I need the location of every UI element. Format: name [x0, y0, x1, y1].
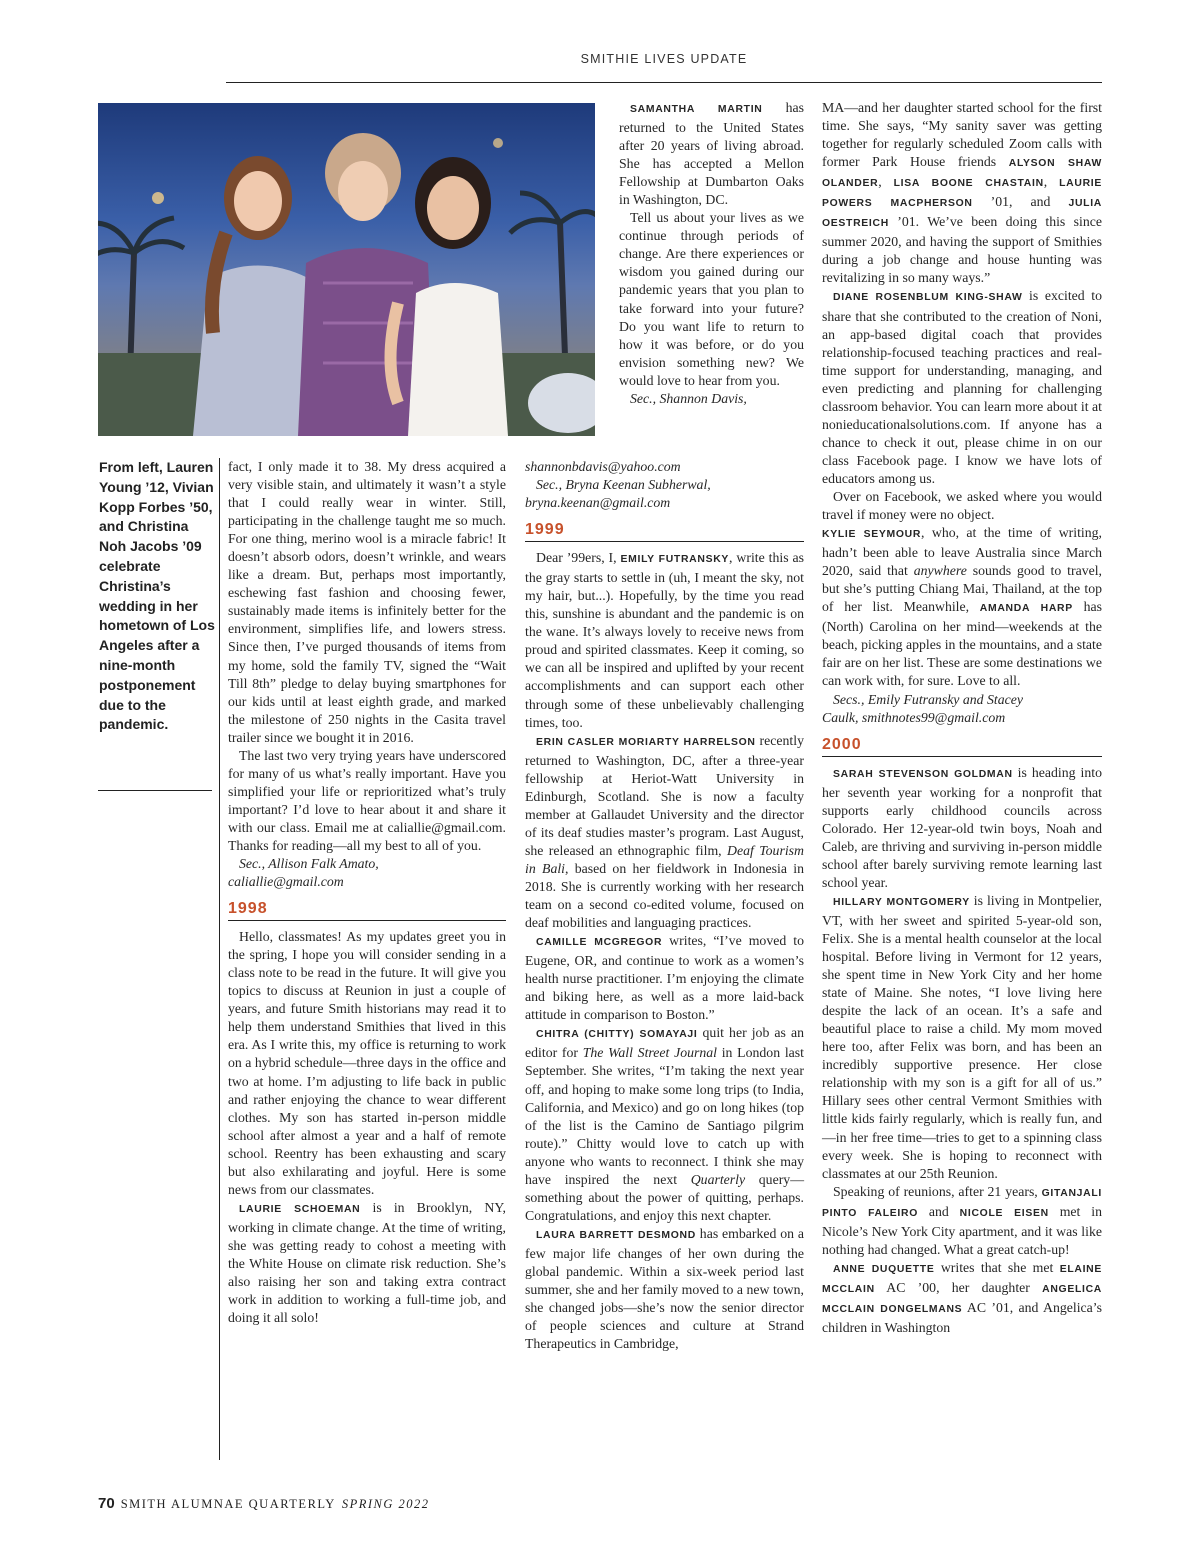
- page-number: 70: [98, 1495, 115, 1512]
- paragraph: [822, 764, 1102, 892]
- secretary-signoff: Sec., Allison Falk Amato,: [239, 856, 379, 872]
- paragraph-text: met in Nicole’s New York City apartment, and it was like nothing had changed. What a great catch-up!: [822, 1203, 1102, 1257]
- paragraph-text: is excited to share that she contributed to the creation of Noni, an app-based digital coach that provides relationship-focused teaching practices and real-time support for understanding, managing, and even predicting and planning for challenging classroom behavior. You can learn more about it at nonieducationalsolutions.com. If anyone has a chance to check it out, please chime in on our class Facebook page. I know we have lots of educators among us.: [822, 288, 1102, 486]
- column-rule: [219, 458, 220, 1460]
- photo-caption: From left, Lauren Young ’12, Vivian Kopp Forbes ’50, and Christina Noh Jacobs ’09 celebrate Christina’s wedding in her hometown of Los Angeles after a nine-month postponement due to the pandemic.: [99, 459, 215, 733]
- paragraph-text: recently returned to Washington, DC, after a three-year fellowship at Heriot-Watt University in Edinburgh, Scotland. She is now a faculty member at Gallaudet University and the director of its deaf studies master’s program. Last August, she released an ethnographic film,: [525, 732, 804, 858]
- classmate-name: ELAINE MCCLAIN: [822, 1263, 1103, 1295]
- wedding-photo: [98, 103, 595, 436]
- secretary-email: shannonbdavis@yahoo.com: [525, 459, 681, 474]
- paragraph: Hello, classmates! As my updates greet you in the spring, I hope you will consider sending in a class note to be read in the future. It will give you topics to discuss at Reunion in just a couple of years, and future Smith historians may read it to help them understand Smithies that lived in this era. As I write this, my office is returning to work on a hybrid schedule—three days in the office and two at home. I’m adjusting to life back in public and rather enjoying the chance to wear different clothes. My son has started in-person middle school after almost a year and a half of remote school. Reentry has been exhausting and scary but also exhilarating and joyful. Here is some news from our classmates.: [228, 929, 506, 1197]
- paragraph: [525, 932, 804, 1024]
- paragraph: [822, 99, 1102, 287]
- paragraph-text: has embarked on a few major life changes of her own during the global pandemic. Within a six-week period last summer, she and her family moved to a new town, she changed jobs—she’s now the senior director of people sciences and culture at Strand Therapeutics in Cambridge,: [525, 1225, 804, 1352]
- paragraph-text: quit her job as an editor for: [525, 1025, 804, 1061]
- class-year-heading: 2000: [822, 734, 1102, 757]
- paragraph-text: Speaking of reunions, after 21 years,: [833, 1183, 1042, 1199]
- secretary-signoff: Sec., Shannon Davis,: [630, 390, 747, 406]
- paragraph-text: AC ’00, her daughter: [874, 1279, 1043, 1295]
- classmate-name: NICOLE EISEN: [959, 1207, 1049, 1219]
- paragraph: fact, I only made it to 38. My dress acquired a very visible stain, and ultimately it wasn’t a style that I could really wear in winter. Still, participating in the challenge taught me so much. For one thing, merino wool is a miracle fabric! It doesn’t absorb odors, doesn’t wrinkle, and wears like a dream. But, perhaps most importantly, eschewing fast fashion and choosing fewer, sustainably made items is infinitely better for the environment, simplifies life, and lowers stress. Since then, I’ve purged thousands of items from my home, sold the family TV, signed the “Wait Till 8th” pledge to delay buying smartphones for our kids until at least eighth grade, and marked the milestone of 250 nights in the Casita travel trailer since we bought it in 2016.: [228, 459, 506, 745]
- paragraph-text: AC ’01, and Angelica’s children in Washington: [822, 1299, 1103, 1335]
- classmate-name: ANGELICA MCCLAIN DONGELMANS: [822, 1283, 1102, 1315]
- column-3: [822, 99, 1102, 1337]
- secretary-email: caliallie@gmail.com: [228, 874, 344, 890]
- classmate-name: DIANE ROSENBLUM KING-SHAW: [833, 292, 1023, 304]
- paragraph: [525, 1225, 804, 1353]
- classmate-name: LAURIE SCHOEMAN: [239, 1203, 361, 1215]
- secretary-signoff: Secs., Emily Futransky and Stacey: [833, 691, 1024, 707]
- secretary-email: Caulk, smithnotes99@gmail.com: [822, 709, 1006, 725]
- caption-rule: [98, 790, 212, 791]
- paragraph-text: , write this as the gray starts to settle in (uh, I meant the sky, not my hair, but...). Hopefully, by the time you read this, sunshine is abundant and the pandemic is on the wane. It’s always lovely to receive news from proud and spirited classmates. Keep it coming, so we can all be inspired and uplifted by your recent accomplishments and can support each other through some of these unbelievably challenging times, too.: [525, 550, 804, 730]
- paragraph: [525, 732, 804, 933]
- class-year-heading: 1999: [525, 519, 804, 542]
- publication-name: SMITH ALUMNAE QUARTERLY: [120, 1497, 336, 1511]
- section-label: SMITHIE LIVES UPDATE: [580, 52, 748, 66]
- paragraph-text: , based on her fieldwork in Indonesia in 2018. She is currently working with her research team on a second co-edited volume, focused on deaf mobilities and languaging practices.: [525, 860, 804, 931]
- classmate-name: LAURA BARRETT DESMOND: [536, 1229, 696, 1241]
- paragraph-text: MA—and her daughter started school for the first time. She says, “My sanity saver was getting together for regularly scheduled Zoom calls with former Park House friends: [822, 100, 1102, 170]
- paragraph: Over on Facebook, we asked where you would travel if money were no object.: [822, 488, 1102, 523]
- paragraph-text: , who, at the time of writing, hadn’t been able to leave Australia since March 2020, said that: [822, 525, 1102, 579]
- paragraph: [525, 549, 804, 731]
- paragraph: [228, 1199, 506, 1327]
- paragraph-text: in London last September. She writes, “I’m taking the next year off, and hoping to make some long trips (to India, California, and Mexico) and go on long hikes (top of the list is the Camino de Santiago pilgrim route).” Chitty would love to catch up with anyone who wants to reconnect. I think she may have inspired the next: [525, 1045, 804, 1187]
- paragraph-text: is heading into her seventh year working for a nonprofit that supports early childhood councils across Colorado. Her 12-year-old twin boys, Noah and Caleb, are thriving and surviving in-person middle school after barely surviving remote learning last school year.: [822, 764, 1102, 890]
- publication-title: Quarterly: [690, 1171, 746, 1187]
- classmate-name: EMILY FUTRANSKY: [620, 554, 730, 566]
- classmate-name: SARAH STEVENSON GOLDMAN: [833, 768, 1013, 780]
- film-title: Deaf Tourism in Bali: [525, 842, 804, 876]
- classmate-name: ANNE DUQUETTE: [833, 1263, 935, 1275]
- classmate-name: GITANJALI PINTO FALEIRO: [822, 1187, 1102, 1219]
- paragraph-text: Dear ’99ers, I,: [536, 550, 621, 566]
- classmate-name: HILLARY MONTGOMERY: [833, 896, 970, 908]
- paragraph: [525, 1024, 804, 1225]
- paragraph-text: ,: [1043, 174, 1060, 190]
- publication-title: The Wall Street Journal: [582, 1045, 717, 1061]
- classmate-name: AMANDA HARP: [979, 603, 1073, 615]
- paragraph: [822, 1183, 1102, 1259]
- paragraph-text: and: [918, 1203, 960, 1219]
- classmate-name: ALYSON SHAW OLANDER: [822, 158, 1102, 190]
- paragraph-text: writes, “I’ve moved to Eugene, OR, and continue to work as a women’s health nurse practitioner. I’m enjoying the climate and biking here, as well as a more laid-back attitude in comparison to Boston.”: [525, 933, 804, 1023]
- classmate-name: CAMILLE MCGREGOR: [536, 937, 663, 949]
- class-year-heading: 1998: [228, 898, 506, 921]
- paragraph-text: query—something about the power of quitting, perhaps. Congratulations, and enjoy this next chapter.: [525, 1171, 804, 1223]
- classmate-name: ERIN CASLER MORIARTY HARRELSON: [536, 736, 756, 748]
- column-2: [525, 458, 804, 1353]
- secretary-email: bryna.keenan@gmail.com: [525, 495, 671, 511]
- classmate-name: LAURIE POWERS MACPHERSON: [822, 178, 1102, 210]
- paragraph-text: ’01. We’ve been doing this since summer 2020, and having the support of Smithies during a job change and house hunting was revitalizing in so many ways.”: [822, 214, 1102, 286]
- paragraph: [822, 287, 1102, 488]
- paragraph-text: ’01, and: [972, 194, 1069, 210]
- page-footer: [98, 1495, 430, 1512]
- paragraph: Tell us about your lives as we continue through periods of change. Are there experiences or wisdom you gained during our pandemic years that you plan to take forward into your future? Do you want life to return to how it was before, or do you envision something new? We would love to hear from you.: [619, 210, 804, 388]
- classmate-name: JULIA OESTREICH: [822, 198, 1102, 230]
- paragraph-text: has returned to the United States after 20 years of living abroad. She has accepted a Mellon Fellowship at Dumbarton Oaks in Washington, DC.: [619, 100, 805, 208]
- paragraph-text: ,: [878, 174, 894, 190]
- paragraph: [619, 99, 804, 209]
- paragraph-text: has (North) Carolina on her mind—weekends at the beach, picking apples in the mountains, and a state fair are on her list. These are some destinations we can work with, for sure. Love to all.: [822, 599, 1102, 689]
- header-rule: [226, 82, 1102, 83]
- paragraph: [822, 524, 1102, 690]
- classmate-name: SAMANTHA MARTIN: [630, 104, 763, 115]
- paragraph: [822, 892, 1102, 1183]
- emphasis: anywhere: [913, 563, 967, 579]
- paragraph-text: sounds good to travel, but she’s putting Chiang Mai, Thailand, at the top of her list. Meanwhile,: [822, 563, 1103, 615]
- secretary-signoff: Sec., Bryna Keenan Subherwal,: [536, 477, 711, 493]
- column-2-top: [619, 99, 804, 408]
- paragraph: [822, 1259, 1102, 1337]
- paragraph-text: is in Brooklyn, NY, working in climate change. At the time of writing, she was getting ready to cohost a meeting with the White House on climate risk reduction. She’s also raising her son and taking extra contract work in addition to working a full-time job, and doing it all solo!: [228, 1199, 506, 1326]
- classmate-name: KYLIE SEYMOUR: [822, 529, 922, 541]
- classmate-name: LISA BOONE CHASTAIN: [893, 178, 1044, 190]
- paragraph-text: is living in Montpelier, VT, with her sweet and spirited 5-year-old son, Felix. She is a mental health counselor at the local hospital. Before living in Vermont for 12 years, she spent time in New York City and her home state of Maine. She notes, “I love living here despite the lack of an ocean. It’s a safe and beautiful place to raise a child. My mom moved here too, after Felix was born, and has been an incredibly supportive presence. Her close relationship with my son is a gift for all of us.” Hillary sees other central Vermont Smithies with little kids fairly regularly, which is really fun, and—in her free time—tries to get to a spinning class every week. She is hoping to reconnect with classmates at our 25th Reunion.: [822, 892, 1102, 1181]
- issue-label: SPRING 2022: [341, 1497, 430, 1511]
- classmate-name: CHITRA (CHITTY) SOMAYAJI: [536, 1029, 698, 1041]
- paragraph-text: writes that she met: [934, 1259, 1060, 1275]
- column-1: [228, 458, 506, 1327]
- paragraph: The last two very trying years have underscored for many of us what’s really important. Have you simplified your life or reprioritized what’s truly important? I’d love to hear about it and share it with our class. Email me at caliallie@gmail.com. Thanks for reading—all my best to all of you.: [228, 747, 506, 853]
